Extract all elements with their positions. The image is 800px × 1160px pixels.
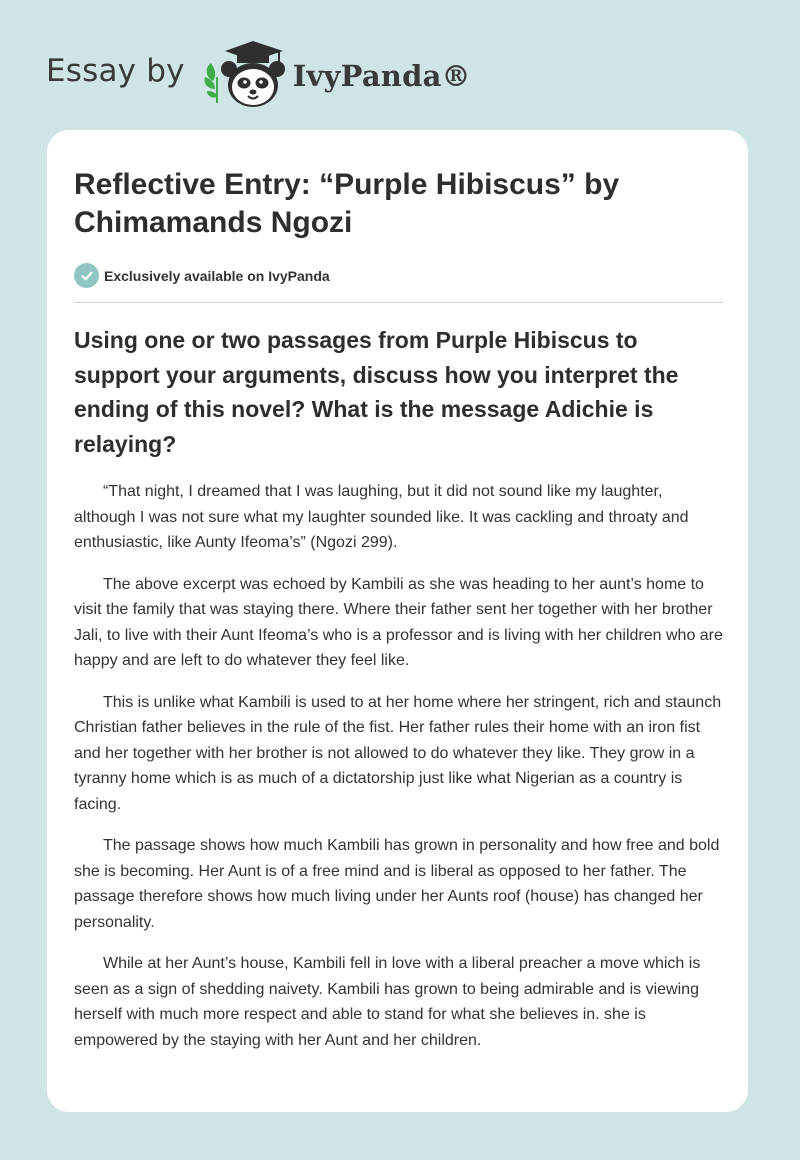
panda-graduate-icon [203, 37, 289, 111]
exclusive-label: Exclusively available on IvyPanda [104, 267, 330, 284]
essay-card [47, 130, 748, 1112]
divider [74, 302, 723, 303]
paragraph: “That night, I dreamed that I was laughing, but it did not sound like my laughter, although I was not sure what my laughter sounded like. It was cackling and throaty and enthusiastic, like Aunty Ifeoma’s” (Ngozi 299). [74, 483, 689, 551]
essay-question: Using one or two passages from Purple Hibiscus to support your arguments, discuss how you interpret the ending of this novel? What is the message Adichie is relaying? [74, 327, 679, 457]
essay-by-label: Essay by [46, 53, 185, 89]
site-header [46, 34, 471, 114]
paragraph: The passage shows how much Kambili has grown in personality and how free and bold she is becoming. Her Aunt is of a free mind and is liberal as opposed to her father. The passage therefore shows how much living under her Aunts roof (house) has changed her personality. [74, 837, 720, 931]
exclusive-badge [74, 263, 330, 288]
paragraph: While at her Aunt’s house, Kambili fell in love with a liberal preacher a move which is seen as a sign of shedding naivety. Kambili has grown to being admirable and is viewing herself with much more respect and able to stand for what she believes in. she is empowered by the staying with her Aunt and her children. [74, 955, 701, 1049]
brand-name: IvyPanda® [292, 59, 471, 93]
ivypanda-logo[interactable] [203, 37, 471, 111]
check-icon [74, 263, 99, 288]
paragraph: The above excerpt was echoed by Kambili as she was heading to her aunt’s home to visit the family that was staying there. Where their father sent her together with her brother Jali, to live with their Aunt Ifeoma’s who is a professor and is living with her children who are happy and are left to do whatever they feel like. [74, 575, 723, 669]
essay-title: Reflective Entry: “Purple Hibiscus” by Chimamands Ngozi [74, 168, 620, 239]
essay-body [74, 479, 726, 1069]
paragraph: This is unlike what Kambili is used to at her home where her stringent, rich and staunch Christian father believes in the rule of the fist. Her father rules their home with an iron fist and her together with her brother is not allowed to do whatever they like. They grow in a tyranny home which is as much of a dictatorship just like what Nigerian as a country is facing. [74, 693, 722, 813]
